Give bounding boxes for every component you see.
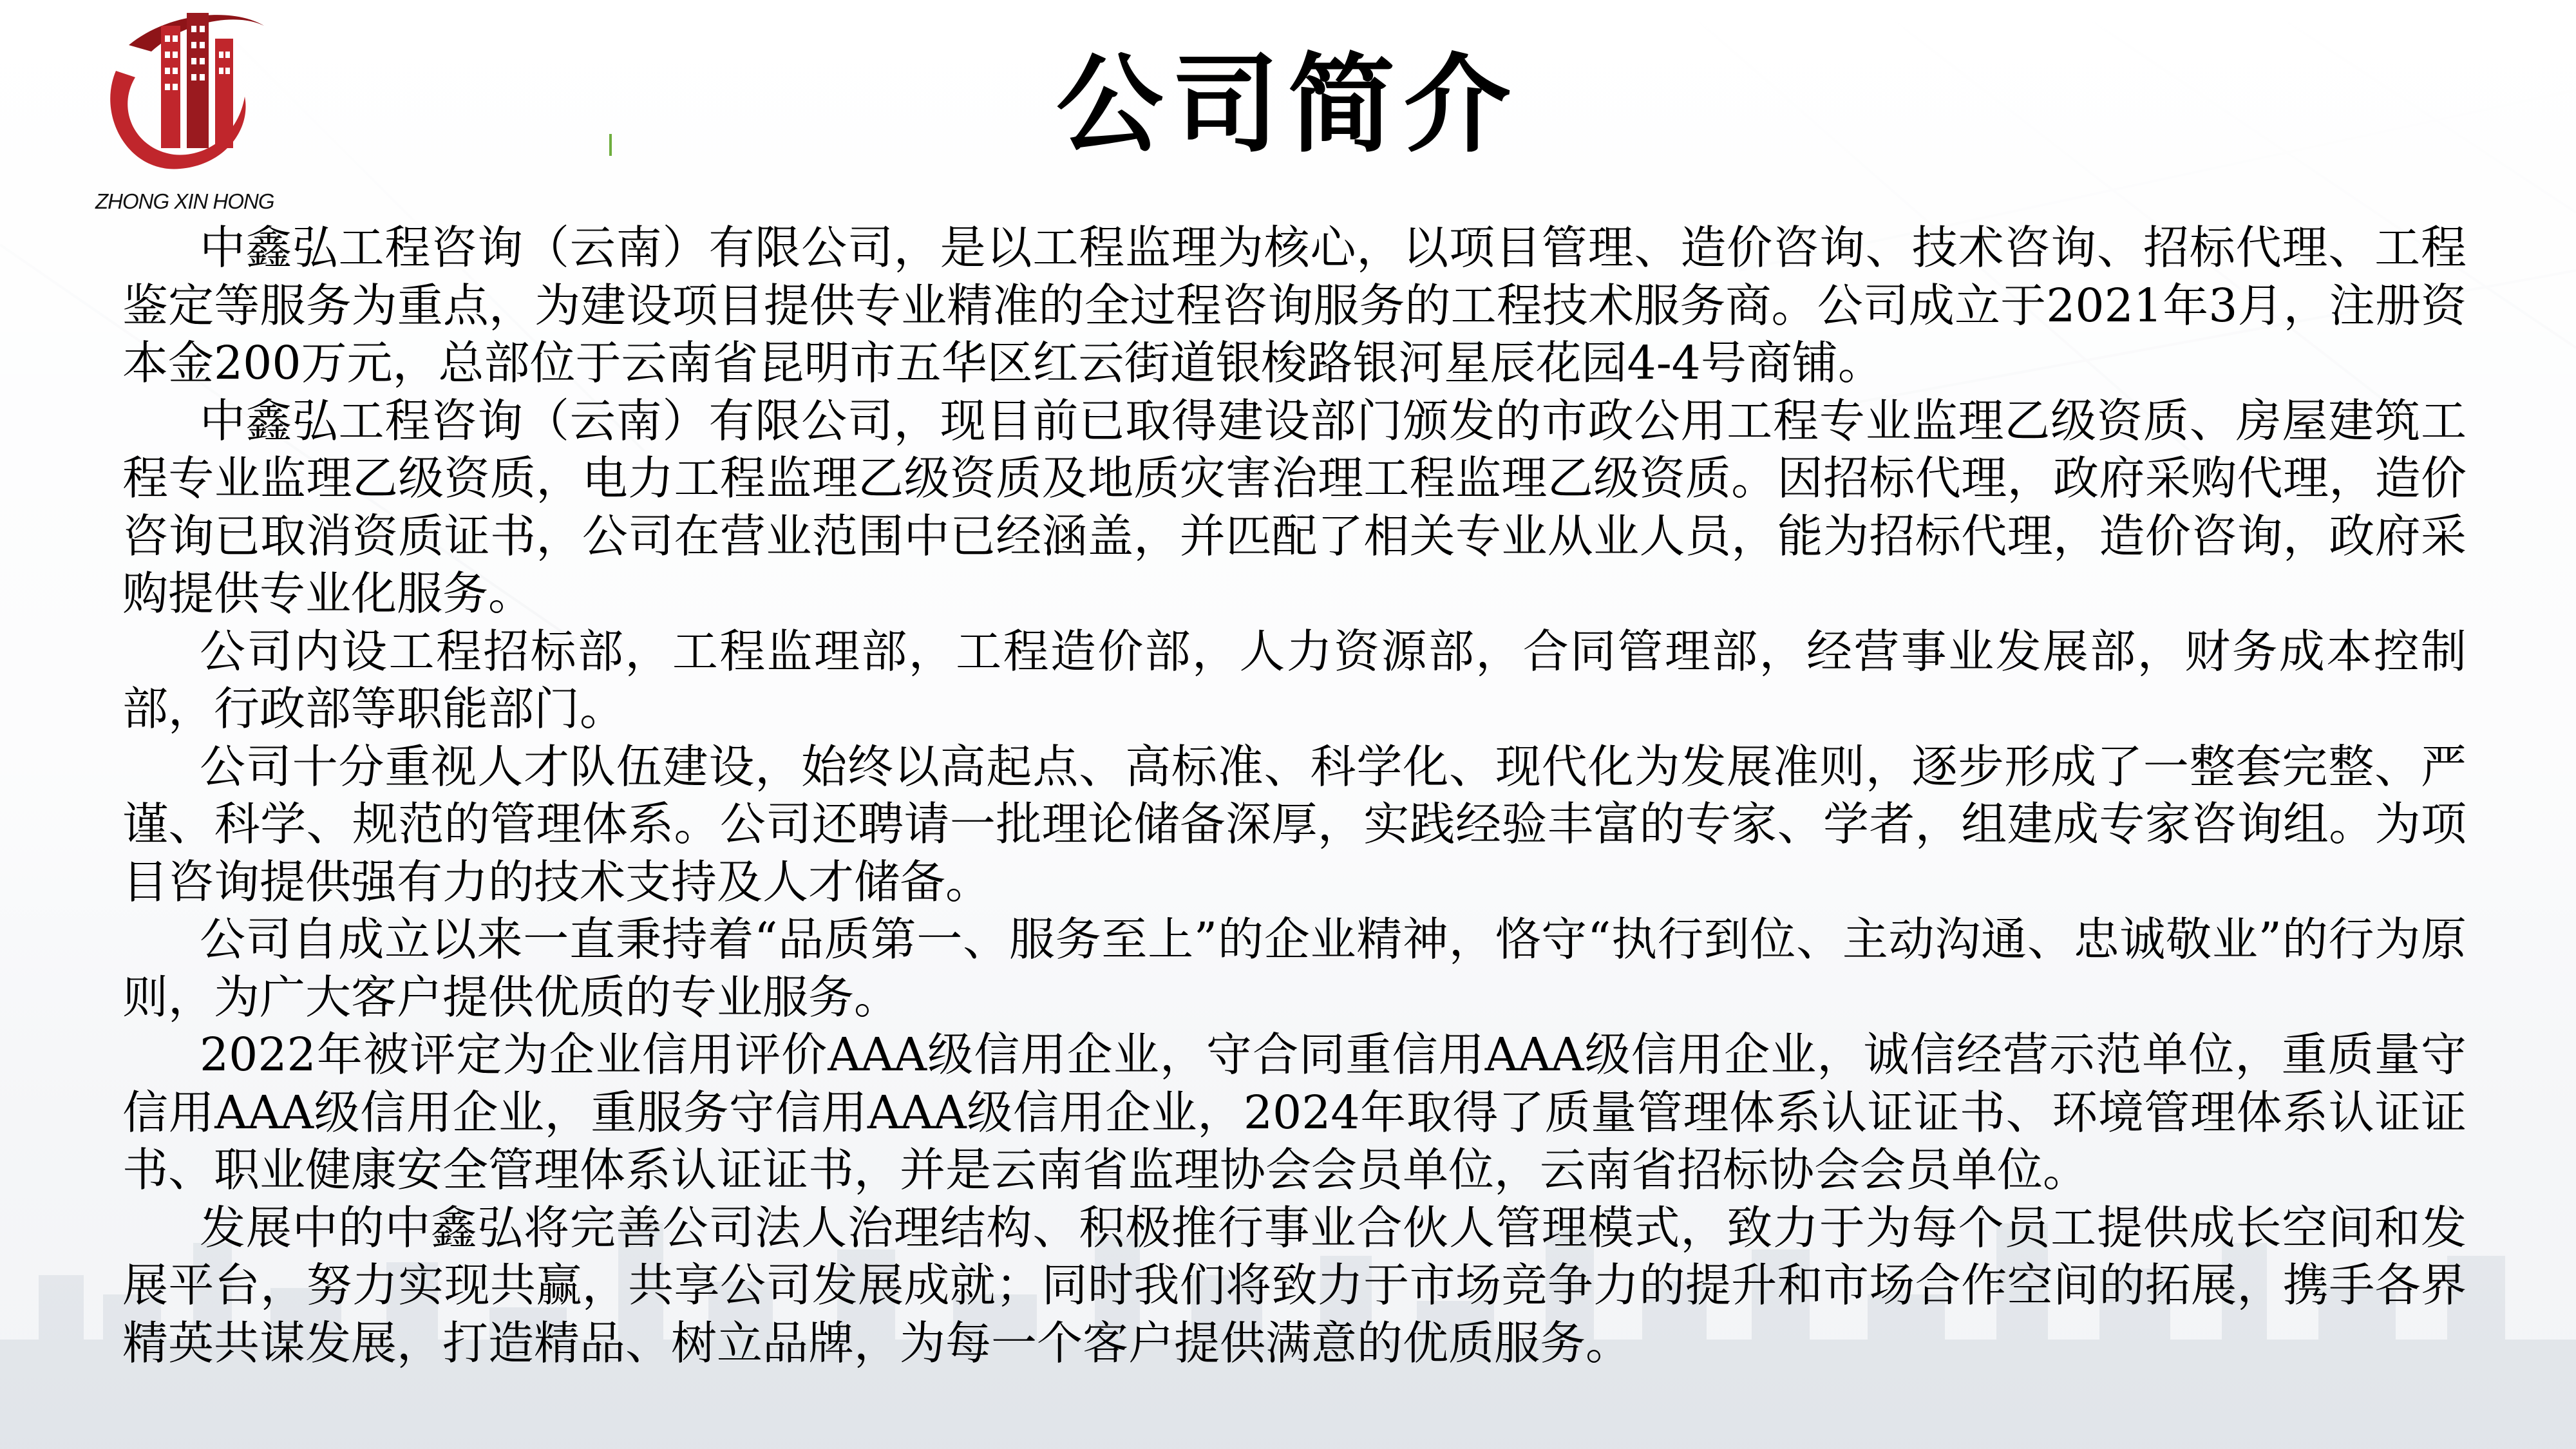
spirit-paragraph: 公司自成立以来一直秉持着“品质第一、服务至上”的企业精神，恪守“执行到位、主动沟通、忠诚敬业”的行为原则，为广大客户提供优质的专业服务。 xyxy=(122,913,2467,1024)
company-intro-body xyxy=(122,219,2467,1372)
talent-paragraph: 公司十分重视人才队伍建设，始终以高起点、高标准、科学化、现代化为发展准则，逐步形成了一整套完整、严谨、科学、规范的管理体系。公司还聘请一批理论储备深厚，实践经验丰富的专家、学者，组建成专家咨询组。为项目咨询提供强有力的技术支持及人才储备。 xyxy=(122,739,2467,909)
page-title: 公司简介 xyxy=(1056,43,1520,167)
intro-paragraph: 中鑫弘工程咨询（云南）有限公司，是以工程监理为核心，以项目管理、造价咨询、技术咨询、招标代理、工程鉴定等服务为重点，为建设项目提供专业精准的全过程咨询服务的工程技术服务商。公司成立于2021年3月，注册资本金200万元，总部位于云南省昆明市五华区红云街道银梭路银河星辰花园4-4号商铺。 xyxy=(122,221,2467,390)
qualification-paragraph: 中鑫弘工程咨询（云南）有限公司，现目前已取得建设部门颁发的市政公用工程专业监理乙级资质、房屋建筑工程专业监理乙级资质，电力工程监理乙级资质及地质灾害治理工程监理乙级资质。因招标代理，政府采购代理，造价咨询已取消资质证书，公司在营业范围中已经涵盖，并匹配了相关专业从业人员，能为招标代理，造价咨询，政府采购提供专业化服务。 xyxy=(122,393,2467,620)
development-paragraph: 发展中的中鑫弘将完善公司法人治理结构、积极推行事业合伙人管理模式，致力于为每个员工提供成长空间和发展平台，努力实现共赢，共享公司发展成就；同时我们将致力于市场竞争力的提升和市场合作空间的拓展，携手各界精英共谋发展，打造精品、树立品牌，为每一个客户提供满意的优质服务。 xyxy=(122,1200,2467,1370)
logo-text: ZHONG XIN HONG xyxy=(95,189,274,213)
departments-paragraph: 公司内设工程招标部，工程监理部，工程造价部，人力资源部，合同管理部，经营事业发展部，财务成本控制部，行政部等职能部门。 xyxy=(122,624,2467,735)
credit-paragraph: 2022年被评定为企业信用评价AAA级信用企业，守合同重信用AAA级信用企业，诚信经营示范单位，重质量守信用AAA级信用企业，重服务守信用AAA级信用企业，2024年取得了质量管理体系认证证书、环境管理体系认证证书、职业健康安全管理体系认证证书，并是云南省监理协会会员单位，云南省招标协会会员单位。 xyxy=(122,1028,2467,1197)
